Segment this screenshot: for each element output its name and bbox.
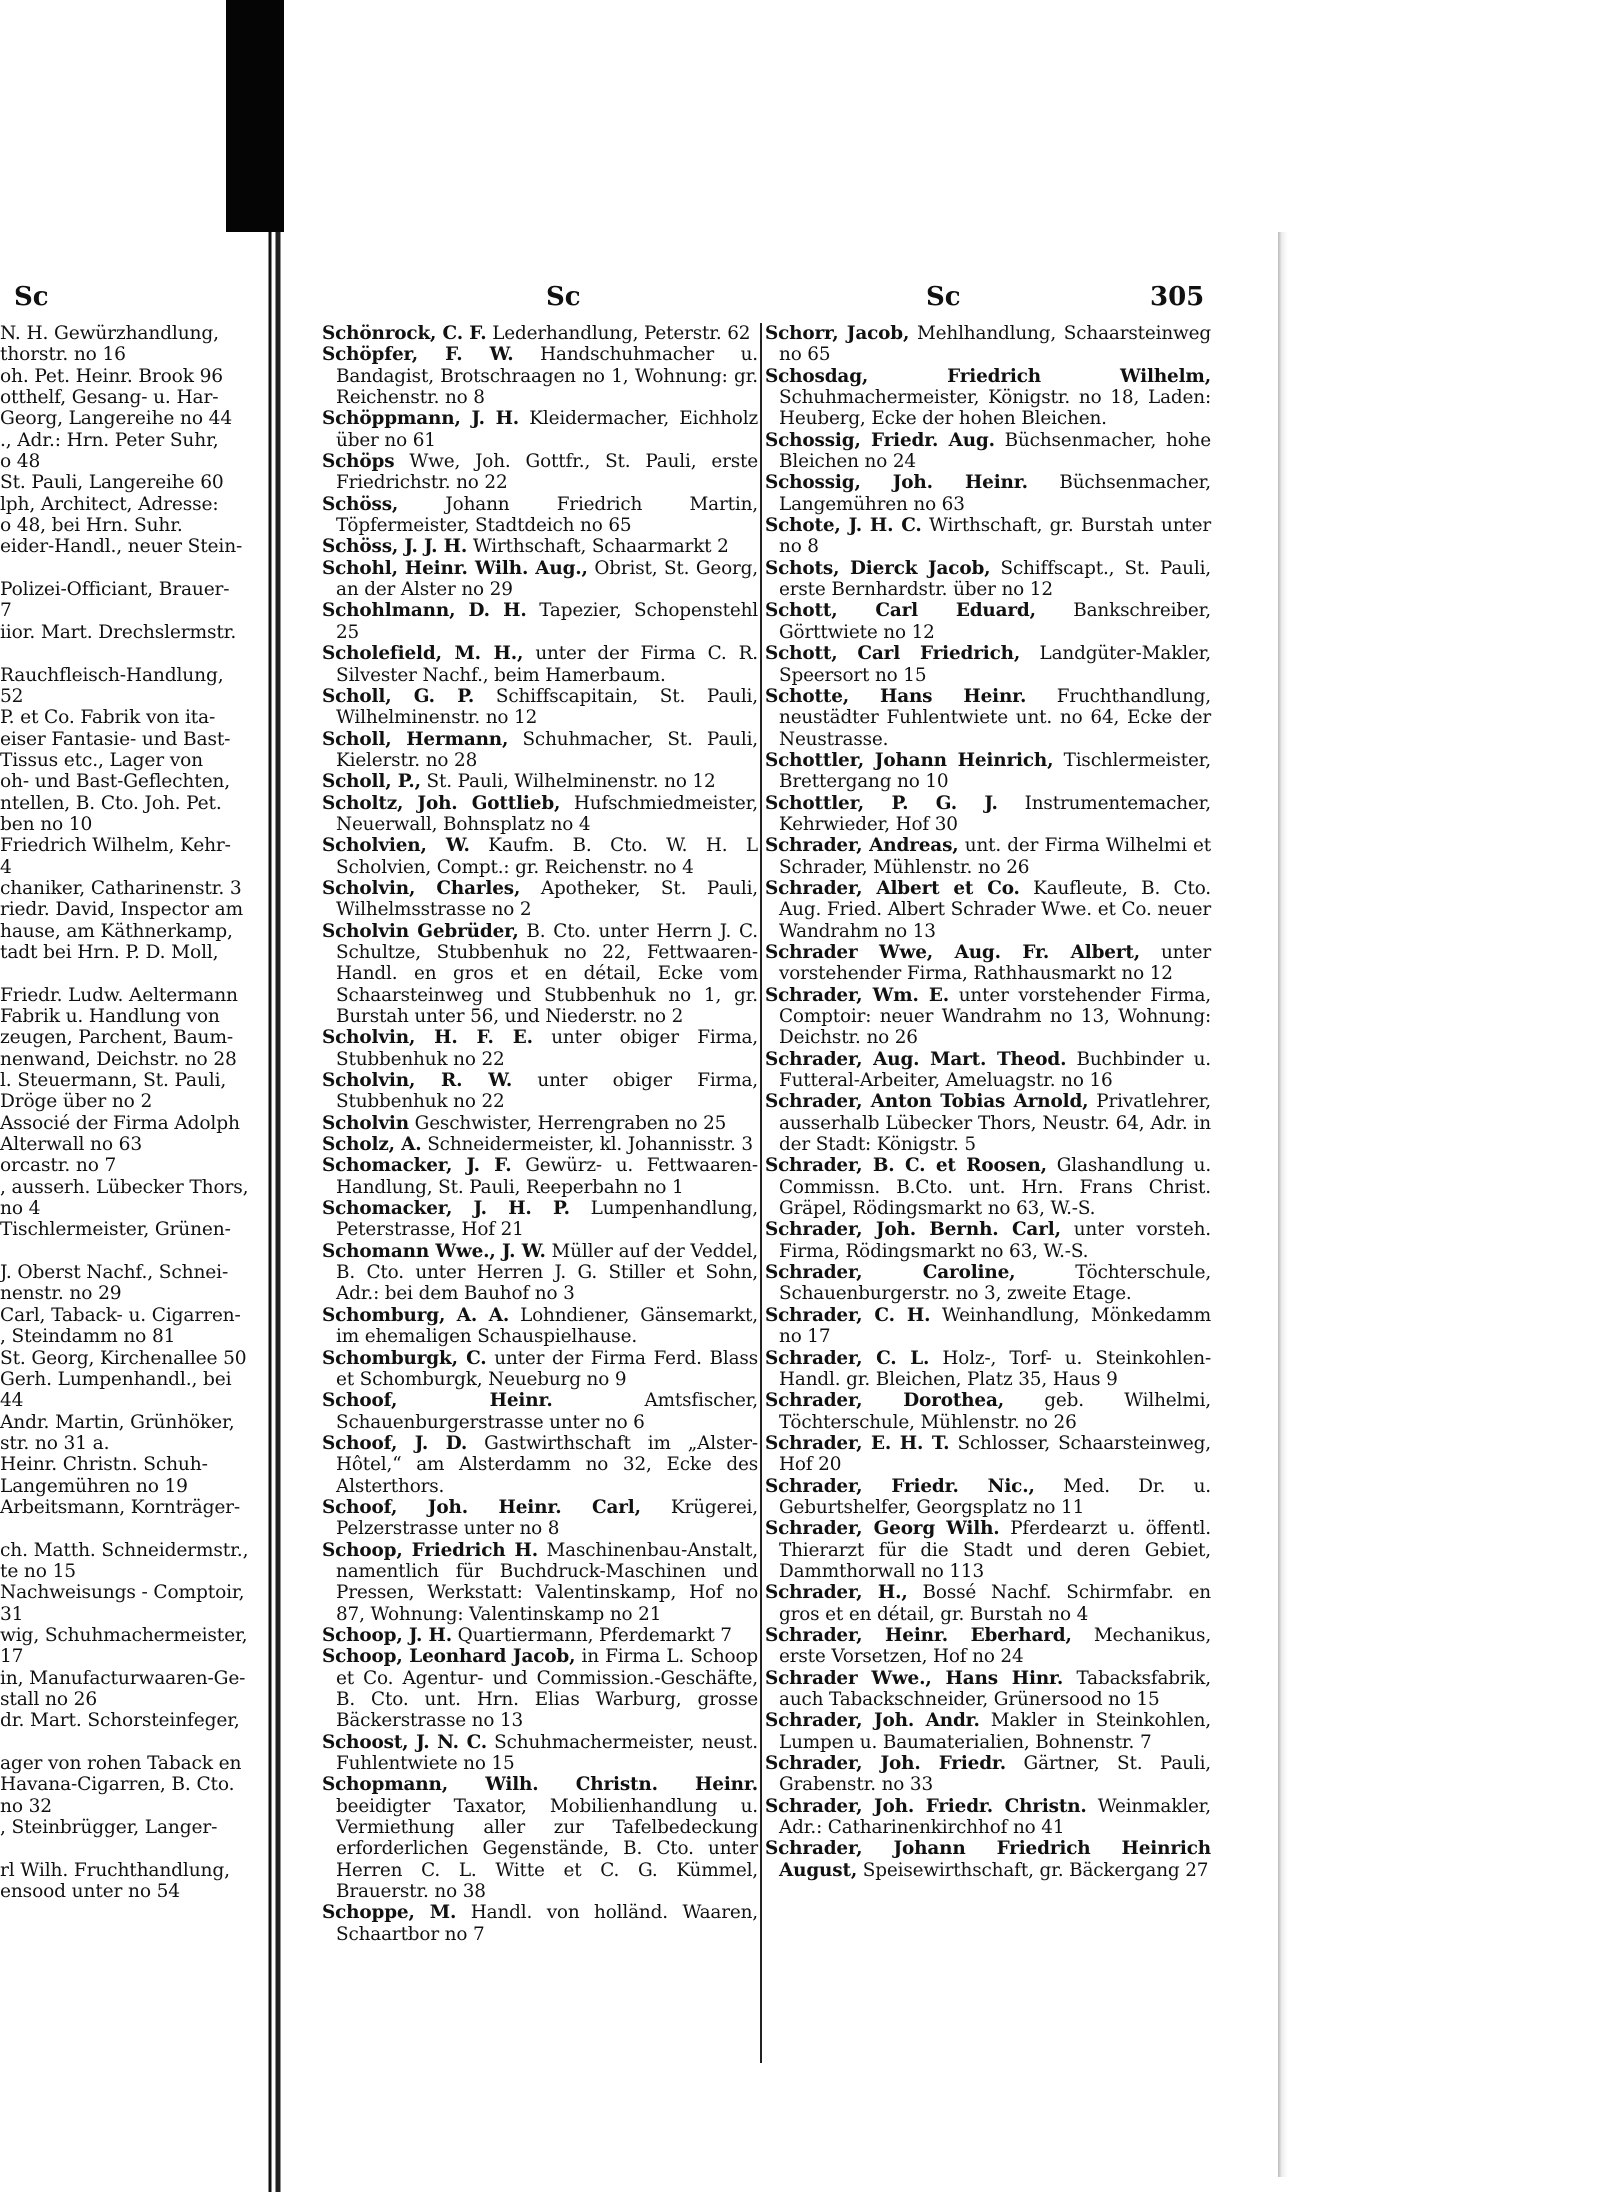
entry-details: Johann Friedrich Martin, Töpfermeister, Stadtdeich no 65 [336,493,758,537]
entry-name: Schott, Carl Eduard, [765,600,1036,622]
directory-entry [765,1476,1211,1519]
entry-details: unter vorstehender Firma, Rathhausmarkt no 12 [779,941,1211,985]
entry-name: Schomacker, J. F. [322,1155,512,1177]
entry-details: Schiffscapitain, St. Pauli, Wilhelminenstr. no 12 [336,685,758,729]
directory-entry [765,835,1211,878]
directory-entry [765,1433,1211,1476]
directory-entry [322,1902,758,1945]
entry-name: Schohlmann, D. H. [322,600,527,622]
directory-entry [322,1348,758,1391]
directory-entry [765,1348,1211,1391]
entry-details: Wwe, Joh. Gottfr., St. Pauli, erste Friedrichstr. no 22 [336,451,758,494]
entry-details: unter obiger Firma, Stubbenhuk no 22 [336,1027,758,1070]
entry-details: Obrist, St. Georg, an der Alster no 29 [336,557,758,601]
entry-details: Gastwirthschaft im „Alster-Hôtel,“ am Alsterdamm no 32, Ecke des Alsterthors. [336,1432,758,1497]
left-column-line: Polizei-Officiant, Brauer- [0,579,230,601]
left-column-line: Tischlermeister, Grünen- [0,1219,231,1241]
entry-name: Schomburg, A. A. [322,1304,510,1326]
entry-details: Bankschreiber, Görttwiete no 12 [779,600,1211,643]
left-column-line: l. Steuermann, St. Pauli, [0,1070,227,1092]
left-column-line: no 4 [0,1198,41,1220]
entry-details: Schneidermeister, kl. Johannisstr. 3 [427,1134,753,1156]
directory-entry [322,494,758,537]
entry-name: Schrader, Anton Tobias Arnold, [765,1091,1089,1113]
entry-name: Schoppe, M. [322,1902,457,1924]
left-column-line [0,963,250,984]
left-column-line: Heinr. Christn. Schuh- [0,1454,208,1476]
entry-details: Tischlermeister, Brettergang no 10 [779,749,1211,793]
left-column-line: Friedr. Ludw. Aeltermann [0,984,238,1006]
left-column-line: 31 [0,1603,24,1625]
entry-name: Schoof, J. D. [322,1432,468,1454]
middle-column-header: Sc [546,282,581,312]
entry-name: Schrader, Wm. E. [765,984,950,1006]
directory-entry [322,1027,758,1070]
directory-entry [322,921,758,1028]
directory-entry [322,1134,758,1155]
entry-name: Schöss, J. J. H. [322,536,468,558]
directory-entry [322,558,758,601]
page-edge-shadow [1278,232,1288,2177]
entry-details: Landgüter-Makler, Speersort no 15 [779,643,1211,686]
left-column-line: N. H. Gewürzhandlung, [0,323,219,344]
left-column-line: ager von rohen Taback en [0,1753,242,1775]
entry-details: Gärtner, St. Pauli, Grabenstr. no 33 [779,1753,1212,1796]
directory-entry [322,771,758,792]
left-column-line: 17 [0,1646,24,1668]
left-column-line [0,1732,250,1753]
directory-entry [322,643,758,686]
directory-entry [765,942,1211,985]
entry-details: Kaufleute, B. Cto. Aug. Fried. Albert Schrader Wwe. et Co. neuer Wandrahm no 13 [779,877,1211,942]
entry-details: Handl. von holländ. Waaren, Schaartbor no 7 [336,1902,758,1945]
left-column-line: in, Manufacturwaaren-Ge- [0,1667,246,1689]
left-column-line: tadt bei Hrn. P. D. Moll, [0,941,219,963]
entry-details: Bossé Nachf. Schirmfabr. en gros et en détail, gr. Burstah no 4 [779,1582,1211,1625]
left-column-line: wig, Schuhmachermeister, [0,1624,248,1646]
entry-name: Schote, J. H. C. [765,515,922,537]
entry-name: Schöss, [322,493,399,515]
entry-details: Müller auf der Veddel, B. Cto. unter Herren J. G. Stiller et Sohn, Adr.: bei dem Bauhof no 3 [336,1240,758,1305]
entry-name: Schoop, Leonhard Jacob, [322,1646,576,1668]
entry-name: Schrader, Aug. Mart. Theod. [765,1048,1067,1070]
directory-entry [322,323,758,344]
entry-details: Büchsenmacher, Langemühren no 63 [779,472,1211,515]
entry-details: Weinmakler, Adr.: Catharinenkirchhof no 41 [779,1795,1211,1839]
entry-details: Schuhmachermeister, neust. Fuhlentwiete no 15 [336,1731,758,1775]
left-column-line: ., Adr.: Hrn. Peter Suhr, [0,429,219,451]
entry-name: Scholl, G. P. [322,685,475,707]
entry-details: St. Pauli, Wilhelminenstr. no 12 [426,771,716,793]
entry-name: Schopmann, Wilh. Christn. Heinr. [322,1774,758,1796]
entry-name: Schosdag, Friedrich Wilhelm, [765,365,1211,387]
left-column-line: 44 [0,1390,24,1412]
directory-entry [765,472,1211,515]
entry-name: Scholvin Gebrüder, [322,920,519,942]
directory-entry [322,1070,758,1113]
left-column-line: zeugen, Parchent, Baum- [0,1027,233,1049]
entry-details: Handschuhmacher u. Bandagist, Brotschraagen no 1, Wohnung: gr. Reichenstr. no 8 [336,344,758,409]
left-column-line: riedr. David, Inspector am [0,899,244,921]
left-column-line: o 48, bei Hrn. Suhr. [0,515,183,537]
entry-name: Schoop, Friedrich H. [322,1539,538,1561]
left-column-line: St. Georg, Kirchenallee 50 [0,1347,247,1369]
left-column-line: thorstr. no 16 [0,344,126,366]
entry-details: Weinhandlung, Mönkedamm no 17 [779,1304,1211,1348]
entry-name: Scholl, Hermann, [322,728,509,750]
entry-name: Schomburgk, C. [322,1347,487,1369]
entry-name: Scholvin, R. W. [322,1070,513,1092]
entry-name: Scholefield, M. H., [322,643,524,665]
entry-details: Mehlhandlung, Schaarsteinweg no 65 [779,323,1211,366]
directory-entry [765,1625,1211,1668]
entry-details: Töchterschule, Schauenburgerstr. no 3, zweite Etage. [779,1262,1212,1305]
left-column-line: eiser Fantasie- und Bast- [0,728,231,750]
directory-entry [765,1091,1211,1155]
left-column-line: otthelf, Gesang- u. Har- [0,387,219,409]
entry-details: Apotheker, St. Pauli, Wilhelmsstrasse no 2 [336,877,758,921]
left-column-line: ben no 10 [0,813,93,835]
directory-entry [765,793,1211,836]
left-column-line: Friedrich Wilhelm, Kehr- [0,835,231,857]
left-page-column [0,323,250,1902]
entry-name: Schrader, B. C. et Roosen, [765,1155,1047,1177]
directory-entry [322,1305,758,1348]
left-column-line [0,1518,250,1539]
entry-name: Schrader, Joh. Friedr. Christn. [765,1795,1087,1817]
entry-details: Pferdearzt u. öffentl. Thierarzt für die Stadt und deren Gebiet, Dammthorwall no 113 [779,1518,1211,1582]
entry-name: Schrader, Georg Wilh. [765,1518,1000,1540]
entry-name: Schöppmann, J. H. [322,408,520,430]
directory-entry [765,366,1211,430]
entry-details: Wirthschaft, Schaarmarkt 2 [472,536,729,558]
left-column-line: eider-Handl., neuer Stein- [0,536,243,558]
left-column-line: , Steindamm no 81 [0,1326,176,1348]
entry-name: Schrader Wwe, Aug. Fr. Albert, [765,941,1140,963]
entry-name: Schoof, Heinr. [322,1390,553,1412]
left-column-line: stall no 26 [0,1689,97,1710]
left-column-line: dr. Mart. Schorsteinfeger, [0,1710,240,1732]
directory-entry [322,1155,758,1198]
entry-details: Amtsfischer, Schauenburgerstrasse unter no 6 [336,1390,759,1433]
directory-entry [765,323,1211,366]
entry-name: Schrader, Joh. Friedr. [765,1753,1007,1775]
left-column-line: , Steinbrügger, Langer- [0,1817,218,1839]
directory-entry [765,1155,1211,1219]
directory-entry [765,686,1211,750]
entry-name: Schrader, Joh. Andr. [765,1710,980,1732]
directory-entry [322,793,758,836]
entry-details: Med. Dr. u. Geburtshelfer, Georgsplatz no 11 [779,1475,1212,1518]
left-column-line [0,1838,250,1859]
directory-entry [765,1518,1211,1582]
directory-entry [322,1241,758,1305]
directory-entry [322,1732,758,1775]
entry-name: Schotte, Hans Heinr. [765,685,1027,707]
directory-entry [765,1753,1211,1796]
entry-details: Quartiermann, Pferdemarkt 7 [457,1624,732,1646]
directory-entry [765,1582,1211,1625]
left-column-line: te no 15 [0,1560,76,1582]
directory-entry [765,600,1211,643]
left-column-line: 7 [0,600,12,622]
left-column-line: ensood unter no 54 [0,1881,180,1903]
left-column-line: chaniker, Catharinenstr. 3 [0,877,242,899]
entry-name: Schoost, J. N. C. [322,1731,488,1753]
directory-entry [322,600,758,643]
entry-name: Schrader, Dorothea, [765,1390,1004,1412]
directory-entry [765,430,1211,473]
left-column-line: nenstr. no 29 [0,1283,122,1305]
entry-name: Schott, Carl Friedrich, [765,643,1021,665]
directory-entry [322,1497,758,1540]
entry-details: Fruchthandlung, neustädter Fuhlentwiete unt. no 64, Ecke der Neustrasse. [779,685,1211,750]
left-column-line: Alterwall no 63 [0,1134,143,1156]
entry-details: unt. der Firma Wilhelmi et Schrader, Mühlenstr. no 26 [779,835,1211,878]
left-column-line: Gerh. Lumpenhandl., bei [0,1368,232,1390]
left-column-line: rl Wilh. Fruchthandlung, [0,1859,230,1881]
left-column-line: Dröge über no 2 [0,1091,153,1113]
entry-details: Holz-, Torf- u. Steinkohlen-Handl. gr. Bleichen, Platz 35, Haus 9 [779,1347,1212,1390]
entry-details: unter obiger Firma, Stubbenhuk no 22 [336,1070,759,1113]
directory-entry [322,1646,758,1731]
entry-name: Schrader, Albert et Co. [765,877,1020,899]
left-column-line: Arbeitsmann, Kornträger- [0,1496,241,1518]
left-column-line: Langemühren no 19 [0,1475,188,1497]
left-column-line: str. no 31 a. [0,1432,110,1454]
entry-details: Kleidermacher, Eichholz über no 61 [336,408,758,451]
directory-entry [322,1540,758,1625]
entry-details: Makler in Steinkohlen, Lumpen u. Baumaterialien, Bohnenstr. 7 [779,1710,1211,1753]
directory-entry [322,1625,758,1646]
entry-details: Krügerei, Pelzerstrasse unter no 8 [336,1496,758,1540]
entry-details: Lohndiener, Gänsemarkt, im ehemaligen Schauspielhause. [336,1304,758,1348]
left-column-line: J. Oberst Nachf., Schnei- [0,1262,229,1284]
binding-gutter-top [226,0,284,232]
entry-name: Schrader, Johann Friedrich Heinrich August, [765,1838,1211,1881]
middle-column [322,323,758,1945]
entry-name: Schönrock, C. F. [322,323,487,344]
left-column-line: nenwand, Deichstr. no 28 [0,1048,237,1070]
left-column-line: Rauchfleisch-Handlung, [0,664,224,686]
entry-name: Schrader, Caroline, [765,1262,1016,1284]
directory-entry [765,1219,1211,1262]
left-column-line: o 48 [0,451,41,473]
left-column-line [0,1241,250,1262]
entry-name: Schossig, Friedr. Aug. [765,429,995,451]
directory-entry [765,558,1211,601]
entry-details: unter der Firma Ferd. Blass et Schomburgk, Neueburg no 9 [336,1347,758,1390]
entry-details: Hufschmiedmeister, Neuerwall, Bohnsplatz no 4 [336,792,758,835]
directory-entry [322,1113,758,1134]
entry-details: Schlosser, Schaarsteinweg, Hof 20 [779,1432,1211,1476]
directory-entry [322,1390,758,1433]
entry-name: Schoof, Joh. Heinr. Carl, [322,1496,641,1518]
entry-details: geb. Wilhelmi, Töchterschule, Mühlenstr. no 26 [779,1390,1211,1433]
entry-details: Lumpenhandlung, Peterstrasse, Hof 21 [336,1198,758,1241]
entry-name: Schöpfer, F. W. [322,344,514,366]
directory-entry [765,643,1211,686]
left-column-line: Georg, Langereihe no 44 [0,408,232,430]
entry-name: Schrader, Friedr. Nic., [765,1475,1035,1497]
right-column-header: Sc [926,282,961,312]
left-column-line: Associé der Firma Adolph [0,1112,240,1134]
entry-details: Buchbinder u. Futteral-Arbeiter, Ameluagstr. no 16 [779,1048,1211,1092]
entry-name: Scholvin [322,1112,409,1134]
entry-details: Privatlehrer, ausserhalb Lübecker Thors, Neustr. 64, Adr. in der Stadt: Königstr. 5 [779,1091,1211,1156]
entry-details: Tapezier, Schopenstehl 25 [336,600,758,643]
left-column-line: hause, am Käthnerkamp, [0,920,233,942]
entry-details: Mechanikus, erste Vorsetzen, Hof no 24 [779,1624,1212,1668]
left-column-line: oh. Pet. Heinr. Brook 96 [0,365,223,387]
entry-details: Lederhandlung, Peterstr. 62 [492,323,751,344]
left-column-line: lph, Architect, Adresse: [0,493,219,515]
entry-name: Schorr, Jacob, [765,323,910,344]
entry-name: Schomacker, J. H. P. [322,1198,570,1220]
left-column-line: no 32 [0,1795,52,1817]
left-column-line: ntellen, B. Cto. Joh. Pet. [0,792,222,814]
entry-name: Schots, Dierck Jacob, [765,557,991,579]
left-column-line: 52 [0,685,24,707]
directory-entry [322,1774,758,1902]
entry-details: beeidigter Taxator, Mobilienhandlung u. Vermiethung aller zur Tafelbedeckung erforderlichen Gegenstände, B. Cto. unter Herren C. L. Witte et C. G. Kümmel, Brauerstr. no 38 [336,1795,758,1903]
entry-name: Schossig, Joh. Heinr. [765,472,1028,494]
left-column-line: , ausserh. Lübecker Thors, [0,1176,249,1198]
entry-details: Wirthschaft, gr. Burstah unter no 8 [779,515,1212,558]
entry-name: Schöps [322,451,395,473]
directory-entry [765,515,1211,558]
page-number: 305 [1150,282,1205,312]
entry-name: Schohl, Heinr. Wilh. Aug., [322,557,588,579]
directory-entry [322,686,758,729]
directory-entry [765,1262,1211,1305]
directory-entry [765,1838,1211,1881]
entry-name: Schomann Wwe., J. W. [322,1240,546,1262]
entry-name: Schottler, P. G. J. [765,792,998,814]
directory-entry [322,1198,758,1241]
directory-entry [765,1390,1211,1433]
entry-name: Schrader, Joh. Bernh. Carl, [765,1219,1061,1241]
entry-details: Glashandlung u. Commissn. B.Cto. unt. Hrn. Frans Christ. Gräpel, Rödingsmarkt no 63, W.-S. [779,1155,1212,1220]
left-column-line: oh- und Bast-Geflechten, [0,771,231,793]
left-column-line: 4 [0,856,12,878]
left-column-line: Carl, Taback- u. Cigarren- [0,1304,241,1326]
right-column [765,323,1211,1881]
entry-name: Schrader, Heinr. Eberhard, [765,1624,1072,1646]
directory-entry [765,1305,1211,1348]
directory-entry [322,344,758,408]
directory-entry [765,1049,1211,1092]
entry-details: Schuhmacher, St. Pauli, Kielerstr. no 28 [336,728,758,771]
entry-details: Tabacksfabrik, auch Tabackschneider, Grünersood no 15 [779,1667,1211,1710]
entry-name: Scholvien, W. [322,835,470,857]
directory-entry [765,1710,1211,1753]
entry-name: Scholvin, Charles, [322,877,521,899]
entry-details: Büchsenmacher, hohe Bleichen no 24 [779,429,1211,473]
left-column-line [0,558,250,579]
directory-entry [765,1796,1211,1839]
entry-details: Instrumentemacher, Kehrwieder, Hof 30 [779,792,1211,835]
left-column-line: St. Pauli, Langereihe 60 [0,472,224,494]
entry-name: Scholz, A. [322,1134,422,1156]
directory-entry [322,536,758,557]
entry-details: unter vorsteh. Firma, Rödingsmarkt no 63, W.-S. [779,1219,1211,1262]
directory-entry [322,835,758,878]
column-divider [760,323,762,2063]
directory-entry [322,408,758,451]
entry-name: Schrader, Andreas, [765,835,959,857]
entry-details: Kaufm. B. Cto. W. H. L Scholvien, Compt.: gr. Reichenstr. no 4 [336,835,758,878]
entry-details: Maschinenbau-Anstalt, namentlich für Buchdruck-Maschinen und Pressen, Werkstatt: Valentinskamp, Hof no 87, Wohnung: Valentinskamp no 21 [336,1539,758,1625]
entry-name: Scholvin, H. F. E. [322,1027,533,1049]
entry-name: Schrader, C. H. [765,1304,931,1326]
entry-details: Speisewirthschaft, gr. Bäckergang 27 [862,1859,1209,1881]
left-page-header: Sc [14,282,49,312]
entry-details: Gewürz- u. Fettwaaren-Handlung, St. Pauli, Reeperbahn no 1 [336,1155,758,1198]
directory-entry [322,878,758,921]
left-column-line: iior. Mart. Drechslermstr. [0,621,237,643]
directory-entry [765,1668,1211,1711]
entry-details: Schuhmachermeister, Königstr. no 18, Laden: Heuberg, Ecke der hohen Bleichen. [779,387,1211,430]
left-column-line: Nachweisungs - Comptoir, [0,1582,245,1604]
entry-name: Schoop, J. H. [322,1624,452,1646]
entry-details: in Firma L. Schoop et Co. Agentur- und Commission.-Geschäfte, B. Cto. unt. Hrn. Elias Warburg, grosse Bäckerstrasse no 13 [336,1646,758,1732]
directory-entry [765,878,1211,942]
directory-entry [322,1433,758,1497]
left-column-line: P. et Co. Fabrik von ita- [0,707,216,729]
entry-name: Schottler, Johann Heinrich, [765,749,1054,771]
entry-name: Schrader, H., [765,1582,908,1604]
left-column-line: Andr. Martin, Grünhöker, [0,1411,235,1433]
entry-name: Scholl, P., [322,771,421,793]
binding-gutter [262,232,282,2192]
entry-name: Scholtz, Joh. Gottlieb, [322,792,561,814]
entry-name: Schrader, E. H. T. [765,1432,950,1454]
directory-entry [322,729,758,772]
left-column-line [0,643,250,664]
entry-details: unter der Firma C. R. Silvester Nachf., beim Hamerbaum. [336,643,758,686]
entry-details: B. Cto. unter Herrn J. C. Schultze, Stubbenhuk no 22, Fettwaaren-Handl. en gros et en détail, Ecke vom Schaarsteinweg und Stubbenhuk no 1, gr. Burstah unter 56, und Niederstr. no 2 [336,920,758,1027]
left-column-line: Tissus etc., Lager von [0,749,203,771]
left-column-line: ch. Matth. Schneidermstr., [0,1539,249,1561]
left-column-line: orcastr. no 7 [0,1155,117,1177]
directory-entry [765,750,1211,793]
left-column-line: Havana-Cigarren, B. Cto. [0,1774,235,1796]
entry-details: Geschwister, Herrengraben no 25 [414,1112,727,1134]
directory-entry [765,985,1211,1049]
directory-entry [322,451,758,494]
entry-name: Schrader, C. L. [765,1347,930,1369]
entry-name: Schrader Wwe., Hans Hinr. [765,1667,1064,1689]
entry-details: Schiffscapt., St. Pauli, erste Bernhardstr. über no 12 [779,557,1211,601]
left-column-line: Fabrik u. Handlung von [0,1006,220,1027]
entry-details: unter vorstehender Firma, Comptoir: neuer Wandrahm no 13, Wohnung: Deichstr. no 26 [779,984,1212,1049]
